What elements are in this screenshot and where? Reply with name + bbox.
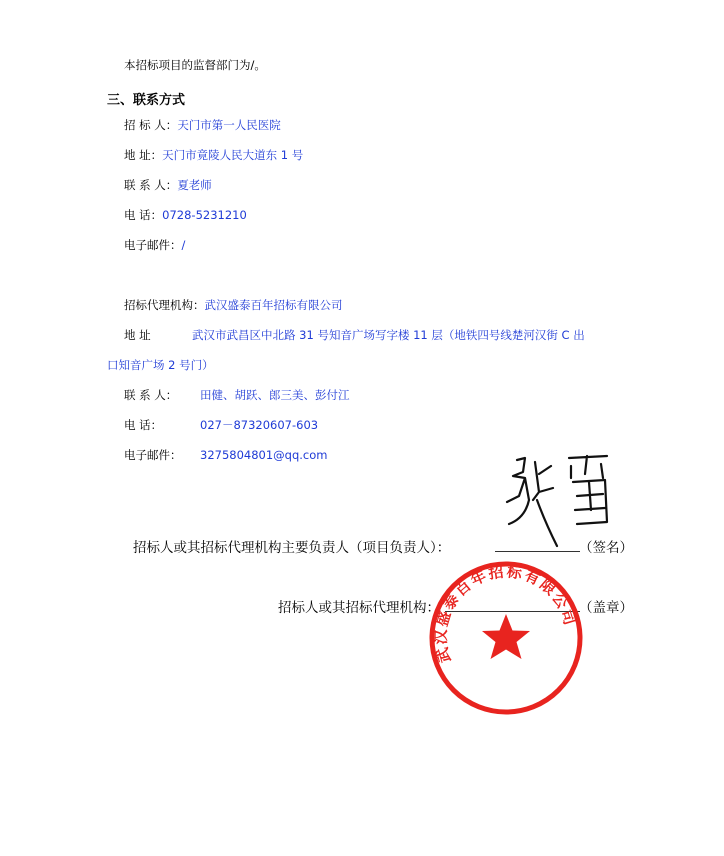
supervision-note: 本招标项目的监督部门为/。: [124, 58, 266, 72]
signature-stroke-xue: [569, 456, 607, 524]
official-seal: [426, 558, 586, 718]
agency-address-row: [124, 328, 585, 342]
tenderer-phone-row: [124, 208, 247, 222]
agency-address-value-line1: 武汉市武昌区中北路 31 号知音广场写字楼 11 层（地铁四号线楚河汉街 C 出: [192, 328, 585, 342]
agency-phone-label: 电 话：: [124, 418, 163, 432]
tenderer-email-row: [124, 238, 185, 252]
agency-contact-value: 田健、胡跃、郎三美、彭付江: [200, 388, 350, 402]
seal-text: 武汉盛泰百年招标有限公司: [431, 562, 580, 665]
tenderer-address-label: 地 址：: [124, 148, 163, 162]
principal-signature-label: 招标人或其招标代理机构主要负责人（项目负责人）：: [133, 540, 451, 556]
tenderer-email-label: 电子邮件：: [124, 238, 182, 252]
tenderer-name-label: 招 标 人：: [124, 118, 178, 132]
agency-contact-label: 联 系 人：: [124, 388, 178, 402]
tenderer-address-value: 天门市竟陵人民大道东 1 号: [162, 148, 304, 162]
tenderer-contact-row: [124, 178, 212, 192]
tenderer-contact-value: 夏老师: [177, 178, 212, 192]
agency-name-row: [124, 298, 343, 312]
agency-email-row: [124, 448, 327, 462]
section-heading: 三、联系方式: [107, 93, 186, 108]
handwritten-signature: [495, 452, 625, 562]
agency-name-label: 招标代理机构：: [124, 298, 205, 312]
tenderer-email-value: /: [181, 238, 186, 252]
tenderer-phone-label: 电 话：: [124, 208, 163, 222]
agency-contact-row: [124, 388, 350, 402]
agency-phone-value: 027－87320607-603: [200, 418, 319, 432]
agency-email-value: 3275804801@qq.com: [200, 448, 328, 462]
signature-suffix: （签名）: [579, 540, 633, 556]
agency-phone-row: [124, 418, 318, 432]
agency-address-value-line2: 口知音广场 2 号门）: [107, 358, 214, 372]
agency-email-label: 电子邮件：: [124, 448, 182, 462]
seal-star-icon: [482, 614, 530, 659]
tenderer-address-row: [124, 148, 303, 162]
tenderer-contact-label: 联 系 人：: [124, 178, 178, 192]
tenderer-name-row: [124, 118, 281, 132]
seal-suffix: （盖章）: [579, 600, 633, 616]
agency-name-value: 武汉盛泰百年招标有限公司: [204, 298, 343, 312]
tenderer-name-value: 天门市第一人民医院: [177, 118, 281, 132]
signature-stroke-zhang: [507, 458, 557, 546]
tenderer-phone-value: 0728-5231210: [162, 208, 247, 222]
seal-line-label: 招标人或其招标代理机构：: [278, 600, 440, 616]
agency-address-label: 地 址: [124, 328, 151, 342]
